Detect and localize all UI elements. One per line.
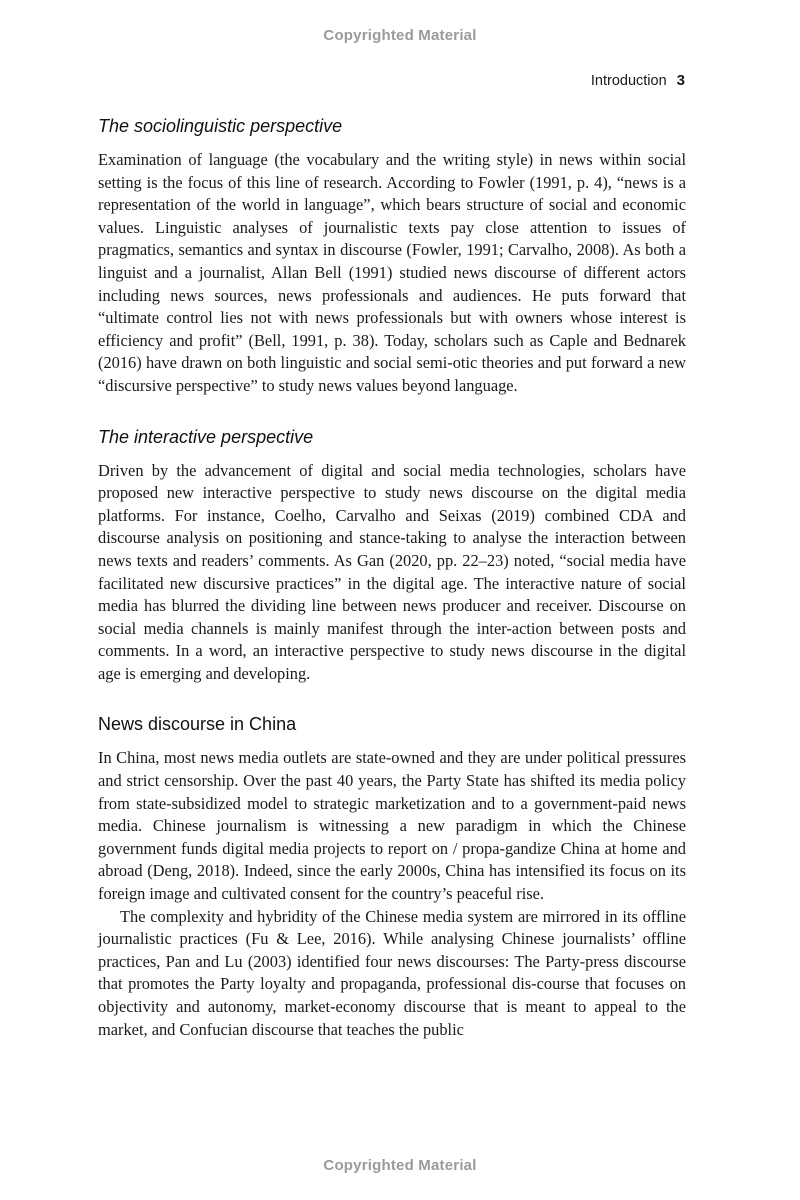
paragraph-sociolinguistic: Examination of language (the vocabulary and the writing style) in news within social setting is the focus of this line of research. According to Fowler (1991, p. 4), “news is a representation of the world in language”, which bears structure of social and economic values. Linguistic analyses of journalistic texts pay close attention to issues of pragmatics, semantics and syntax in discourse (Fowler, 1991; Carvalho, 2008). As both a linguist and a journalist, Allan Bell (1991) studied news discourse of different actors including news sources, news professionals and audiences. He puts forward that “ultimate control lies not with news professionals but with owners whose interest is efficiency and profit” (Bell, 1991, p. 38). Today, scholars such as Caple and Bednarek (2016) have drawn on both linguistic and social semi-otic theories and put forward a new “discursive perspective” to study news values beyond language. xyxy=(98,150,686,395)
running-head xyxy=(591,72,685,89)
copyright-watermark-top: Copyrighted Material xyxy=(323,27,477,44)
section-heading-interactive: The interactive perspective xyxy=(98,426,314,447)
page-body xyxy=(98,114,686,1041)
copyright-watermark-bottom: Copyrighted Material xyxy=(323,1157,477,1174)
paragraph-china-1: In China, most news media outlets are state-owned and they are under political pressures and strict censorship. Over the past 40 years, the Party State has shifted its media policy from state-subsidized model to strategic marketization and to a government-paid news media. Chinese journalism is witnessing a new paradigm in which the Chinese government funds digital media projects to report on / propa-gandize China at home and abroad (Deng, 2018). Indeed, since the early 2000s, China has intensified its focus on its foreign image and cultivated consent for the country’s peaceful rise. xyxy=(98,748,686,904)
section-heading-news-discourse-china: News discourse in China xyxy=(98,714,297,735)
running-head-title: Introduction xyxy=(590,73,667,89)
section-heading-sociolinguistic: The sociolinguistic perspective xyxy=(98,116,343,136)
paragraph-interactive: Driven by the advancement of digital and social media technologies, scholars have proposed new interactive perspective to study news discourse on the digital media platforms. For instance, Coelho, Carvalho and Seixas (2019) combined CDA and discourse analysis on positioning and stance-taking to analyse the interaction between news texts and readers’ comments. As Gan (2020, pp. 22–23) noted, “social media have facilitated new discursive practices” in the digital age. The interactive nature of social media has blurred the dividing line between news producer and receiver. Discourse on social media channels is mainly manifest through the inter-action between posts and comments. In a word, an interactive perspective to study news discourse in the digital age is emerging and developing. xyxy=(98,460,686,683)
paragraph-china-2: The complexity and hybridity of the Chinese media system are mirrored in its offline journalistic practices (Fu & Lee, 2016). While analysing Chinese journalists’ offline practices, Pan and Lu (2003) identified four news discourses: The Party-press discourse that promotes the Party loyalty and propaganda, professional dis-course that focuses on objectivity and autonomy, market-economy discourse that is meant to appeal to the market, and Confucian discourse that teaches the public xyxy=(98,906,686,1039)
page-number: 3 xyxy=(676,72,685,89)
